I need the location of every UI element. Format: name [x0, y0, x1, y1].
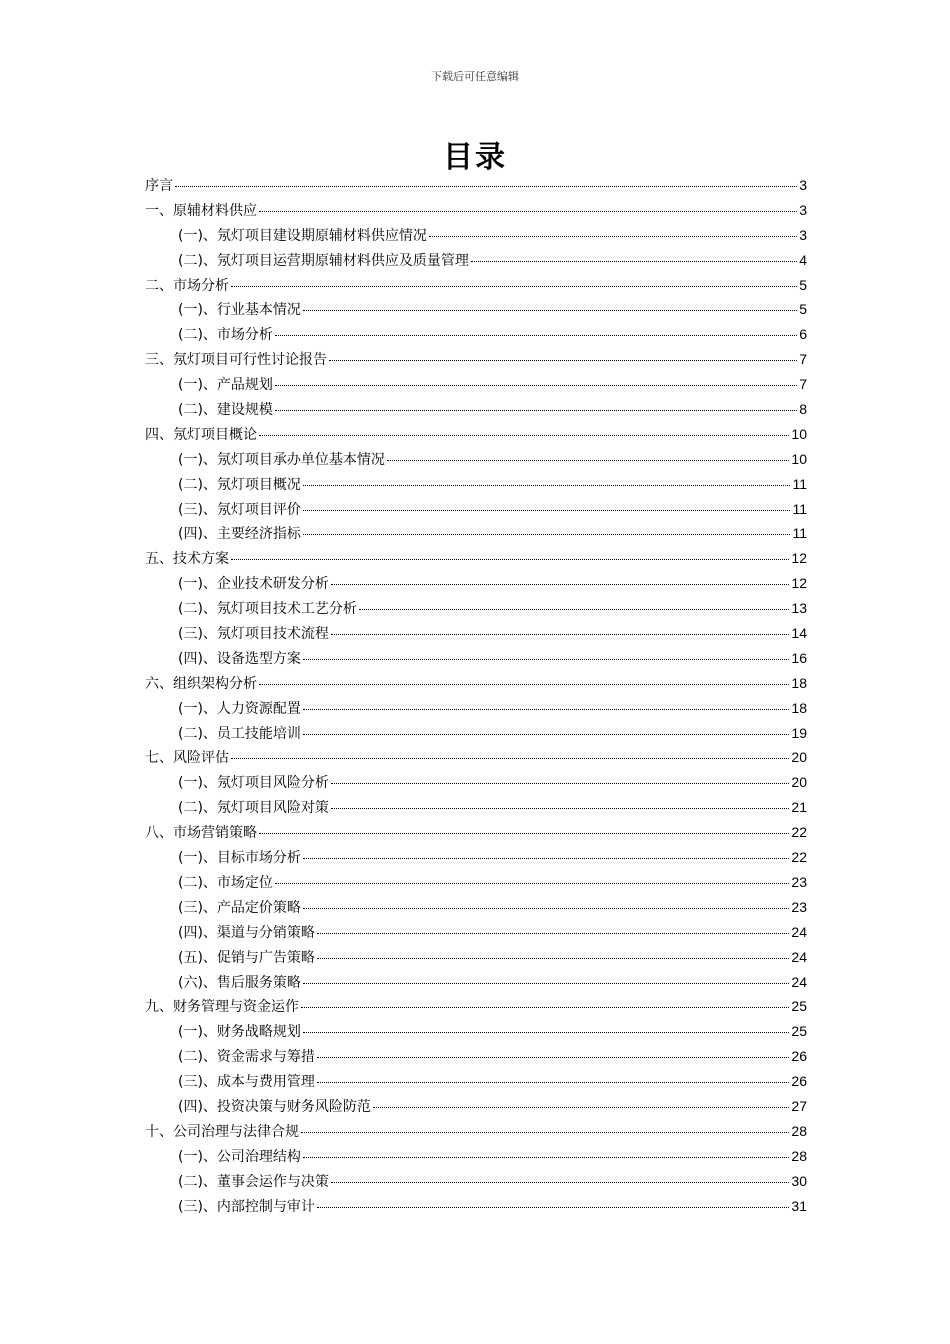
toc-entry[interactable] [145, 474, 807, 499]
toc-dot-leader [303, 310, 797, 311]
toc-dot-leader [331, 634, 789, 635]
toc-dot-leader [331, 584, 789, 585]
toc-entry-page-number: 22 [791, 849, 807, 866]
toc-entry-page-number: 21 [791, 799, 807, 816]
toc-entry-label: (二)、资金需求与筹措 [178, 1049, 315, 1066]
toc-entry-page-number: 19 [791, 724, 807, 741]
toc-dot-leader [303, 983, 789, 984]
toc-entry-page-number: 5 [799, 276, 807, 293]
toc-dot-leader [331, 1182, 789, 1183]
toc-dot-leader [259, 435, 789, 436]
toc-dot-leader [303, 709, 789, 710]
toc-entry-page-number: 3 [799, 226, 807, 243]
toc-dot-leader [231, 286, 797, 287]
toc-entry-page-number: 16 [791, 649, 807, 666]
toc-entry-page-number: 3 [799, 201, 807, 218]
toc-entry-page-number: 6 [799, 326, 807, 343]
toc-entry-page-number: 5 [799, 301, 807, 318]
toc-entry-label: (一)、氖灯项目建设期原辅材料供应情况 [178, 227, 427, 244]
toc-entry-page-number: 11 [792, 475, 807, 492]
toc-entry-page-number: 24 [791, 973, 807, 990]
toc-entry[interactable] [145, 424, 807, 449]
toc-entry[interactable] [145, 1196, 807, 1221]
toc-dot-leader [275, 410, 797, 411]
toc-entry-label: (二)、氖灯项目运营期原辅材料供应及质量管理 [178, 252, 469, 269]
header-note: 下载后可任意编辑 [431, 70, 519, 83]
toc-entry[interactable] [145, 897, 807, 922]
toc-entry-page-number: 30 [791, 1172, 807, 1189]
toc-entry[interactable] [145, 250, 807, 275]
toc-dot-leader [329, 360, 797, 361]
toc-entry-page-number: 7 [799, 351, 807, 368]
toc-dot-leader [331, 808, 789, 809]
toc-entry-label: 十、公司治理与法律合规 [145, 1123, 299, 1140]
toc-entry-page-number: 26 [791, 1073, 807, 1090]
toc-dot-leader [301, 1007, 789, 1008]
toc-entry-page-number: 7 [799, 376, 807, 393]
toc-entry-page-number: 10 [791, 450, 807, 467]
toc-entry-label: (一)、行业基本情况 [178, 302, 301, 319]
toc-entry-label: (二)、董事会运作与决策 [178, 1173, 329, 1190]
toc-dot-leader [429, 236, 797, 237]
toc-entry[interactable] [145, 747, 807, 772]
toc-entry-page-number: 28 [791, 1147, 807, 1164]
toc-entry-label: (四)、主要经济指标 [178, 526, 301, 543]
toc-dot-leader [303, 734, 789, 735]
toc-dot-leader [317, 1082, 789, 1083]
toc-dot-leader [259, 684, 789, 685]
toc-entry-label: 八、市场营销策略 [145, 825, 257, 842]
toc-dot-leader [259, 211, 797, 212]
toc-dot-leader [275, 883, 789, 884]
toc-entry[interactable] [145, 1021, 807, 1046]
toc-entry-label: (三)、氖灯项目评价 [178, 501, 301, 518]
toc-entry-label: 九、财务管理与资金运作 [145, 999, 299, 1016]
toc-entry-page-number: 31 [791, 1197, 807, 1214]
toc-dot-leader [303, 908, 789, 909]
toc-entry[interactable] [145, 1096, 807, 1121]
toc-entry-page-number: 25 [791, 1023, 807, 1040]
toc-entry[interactable] [145, 175, 807, 200]
toc-dot-leader [303, 510, 791, 511]
toc-entry[interactable] [145, 573, 807, 598]
toc-entry-label: (二)、员工技能培训 [178, 725, 301, 742]
toc-entry-label: (四)、设备选型方案 [178, 650, 301, 667]
toc-entry-page-number: 27 [791, 1097, 807, 1114]
toc-entry-page-number: 18 [791, 699, 807, 716]
toc-entry-page-number: 4 [799, 251, 807, 268]
toc-entry[interactable] [145, 723, 807, 748]
page-title: 目录 [443, 140, 507, 175]
toc-entry-label: (一)、产品规划 [178, 377, 273, 394]
toc-entry-label: 一、原辅材料供应 [145, 202, 257, 219]
toc-entry-page-number: 3 [799, 177, 807, 193]
toc-entry-label: (一)、财务战略规划 [178, 1024, 301, 1041]
toc-entry-page-number: 20 [791, 774, 807, 791]
toc-entry-page-number: 12 [791, 550, 807, 567]
toc-entry[interactable] [145, 399, 807, 424]
toc-entry-page-number: 14 [791, 625, 807, 642]
toc-entry-label: (四)、渠道与分销策略 [178, 924, 315, 941]
toc-entry-label: (一)、企业技术研发分析 [178, 576, 329, 593]
toc-entry-label: (三)、成本与费用管理 [178, 1074, 315, 1091]
toc-entry[interactable] [145, 598, 807, 623]
toc-entry[interactable] [145, 1071, 807, 1096]
toc-entry-label: (二)、市场定位 [178, 874, 273, 891]
toc-entry-label: (二)、市场分析 [178, 327, 273, 344]
toc-entry-label: (一)、氖灯项目风险分析 [178, 775, 329, 792]
toc-entry-label: 四、氖灯项目概论 [145, 426, 257, 443]
toc-entry[interactable] [145, 972, 807, 997]
toc-entry[interactable] [145, 1121, 807, 1146]
toc-entry[interactable] [145, 922, 807, 947]
toc-entry[interactable] [145, 847, 807, 872]
toc-dot-leader [373, 1107, 789, 1108]
toc-entry-label: (二)、建设规模 [178, 402, 273, 419]
toc-dot-leader [303, 858, 789, 859]
toc-dot-leader [303, 659, 789, 660]
toc-dot-leader [303, 485, 791, 486]
toc-entry-label: (一)、目标市场分析 [178, 850, 301, 867]
toc-dot-leader [175, 186, 797, 187]
toc-dot-leader [317, 1057, 789, 1058]
toc-entry-page-number: 11 [792, 525, 807, 542]
toc-dot-leader [331, 783, 789, 784]
toc-entry-page-number: 20 [791, 749, 807, 766]
toc-dot-leader [387, 460, 789, 461]
toc-entry[interactable] [145, 822, 807, 847]
toc-entry[interactable] [145, 648, 807, 673]
toc-entry[interactable] [145, 947, 807, 972]
toc-entry[interactable] [145, 299, 807, 324]
toc-entry-page-number: 12 [791, 575, 807, 592]
toc-dot-leader [303, 534, 791, 535]
toc-entry-page-number: 13 [791, 600, 807, 617]
toc-entry-label: (二)、氖灯项目概况 [178, 476, 301, 493]
toc-entry-page-number: 24 [791, 948, 807, 965]
toc-entry-label: (五)、促销与广告策略 [178, 949, 315, 966]
toc-entry-label: 二、市场分析 [145, 277, 229, 294]
toc-entry-page-number: 28 [791, 1122, 807, 1139]
toc-entry-label: 序言 [145, 178, 173, 194]
toc-entry[interactable] [145, 1146, 807, 1171]
toc-entry-page-number: 11 [792, 500, 807, 517]
toc-dot-leader [275, 385, 797, 386]
toc-entry[interactable] [145, 449, 807, 474]
toc-entry-label: (六)、售后服务策略 [178, 974, 301, 991]
toc-dot-leader [359, 609, 789, 610]
toc-entry[interactable] [145, 996, 807, 1021]
toc-entry-page-number: 23 [791, 898, 807, 915]
toc-entry[interactable] [145, 1046, 807, 1071]
toc-entry-page-number: 10 [791, 425, 807, 442]
toc-entry-label: 五、技术方案 [145, 551, 229, 568]
toc-entry[interactable] [145, 623, 807, 648]
toc-entry-page-number: 24 [791, 923, 807, 940]
toc-dot-leader [231, 559, 789, 560]
toc-dot-leader [275, 335, 797, 336]
toc-entry[interactable] [145, 872, 807, 897]
toc-entry[interactable] [145, 523, 807, 548]
toc-entry[interactable] [145, 324, 807, 349]
toc-entry-page-number: 25 [791, 998, 807, 1015]
toc-dot-leader [317, 1207, 789, 1208]
toc-entry[interactable] [145, 349, 807, 374]
toc-entry[interactable] [145, 548, 807, 573]
toc-entry-page-number: 18 [791, 674, 807, 691]
toc-entry[interactable] [145, 275, 807, 300]
toc-entry[interactable] [145, 499, 807, 524]
toc-dot-leader [301, 1132, 789, 1133]
toc-entry[interactable] [145, 698, 807, 723]
toc-entry-page-number: 26 [791, 1048, 807, 1065]
toc-entry-page-number: 8 [799, 401, 807, 418]
toc-entry-label: (四)、投资决策与财务风险防范 [178, 1098, 371, 1115]
toc-entry-label: (三)、内部控制与审计 [178, 1198, 315, 1215]
toc-entry-label: (三)、产品定价策略 [178, 899, 301, 916]
toc-dot-leader [303, 1032, 789, 1033]
toc-entry-label: (二)、氖灯项目技术工艺分析 [178, 601, 357, 618]
toc-entry-label: (一)、氖灯项目承办单位基本情况 [178, 451, 385, 468]
toc-entry[interactable] [145, 797, 807, 822]
toc-dot-leader [317, 958, 789, 959]
toc-entry-label: (一)、人力资源配置 [178, 700, 301, 717]
toc-dot-leader [259, 833, 789, 834]
toc-entry[interactable] [145, 374, 807, 399]
table-of-contents [145, 175, 807, 1220]
toc-entry[interactable] [145, 225, 807, 250]
toc-entry-page-number: 22 [791, 824, 807, 841]
toc-entry-label: (一)、公司治理结构 [178, 1148, 301, 1165]
toc-dot-leader [471, 261, 797, 262]
toc-dot-leader [231, 758, 789, 759]
toc-entry-label: (三)、氖灯项目技术流程 [178, 626, 329, 643]
toc-entry[interactable] [145, 673, 807, 698]
toc-entry-label: 七、风险评估 [145, 750, 229, 767]
toc-entry-label: (二)、氖灯项目风险对策 [178, 800, 329, 817]
toc-entry-page-number: 23 [791, 873, 807, 890]
toc-entry-label: 三、氖灯项目可行性讨论报告 [145, 352, 327, 369]
toc-dot-leader [303, 1157, 789, 1158]
toc-entry[interactable] [145, 1171, 807, 1196]
toc-entry[interactable] [145, 200, 807, 225]
toc-entry[interactable] [145, 772, 807, 797]
toc-entry-label: 六、组织架构分析 [145, 675, 257, 692]
toc-dot-leader [317, 933, 789, 934]
